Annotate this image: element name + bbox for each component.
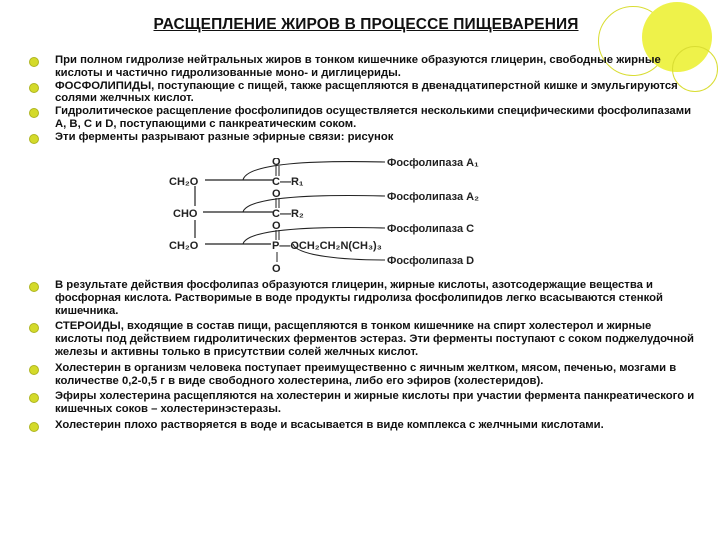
o-symbol-2: O [272, 188, 281, 200]
label-a1: Фосфолипаза A₁ [387, 158, 479, 169]
o-symbol-4: O [272, 263, 281, 274]
bullet-icon [29, 323, 39, 333]
row1-right-text: C—R₁ [272, 176, 304, 188]
bullet-icon [29, 365, 39, 375]
list-item: В результате действия фосфолипаз образуются глицерин, жирные кислоты, азотсодержащие вещества и фосфорная кислота. Растворимые в воде продукты гидролиза фосфолипидов легко всасываются стенкой кишечника. [28, 279, 698, 317]
bullet-icon [29, 83, 39, 93]
bullet-icon [29, 282, 39, 292]
bullet-icon [29, 57, 39, 67]
list-item: Эти ферменты разрывают разные эфирные связи: рисунок [28, 131, 698, 144]
row3-left-text: CH₂O [169, 240, 199, 252]
row3-right-text: P—OCH₂CH₂N(CH₃)₃ [272, 240, 382, 252]
row2-left-text: CHO [173, 208, 198, 220]
bullet-icon [29, 393, 39, 403]
phospholipase-diagram [155, 158, 515, 274]
label-a2: Фосфолипаза A₂ [387, 191, 479, 203]
list-item: Холестерин в организм человека поступает преимущественно с яичным желтком, мясом, печенью, мозгами в количестве 0,2-0,5 г в виде свободного холестерина, либо его эфиров (холестеридов). [28, 362, 698, 388]
list-item: Эфиры холестерина расщепляются на холестерин и жирные кислоты при участии фермента панкреатического и кишечных соков – холестеринэстеразы. [28, 390, 698, 416]
list-item: ФОСФОЛИПИДЫ, поступающие с пищей, также расщепляются в двенадцатиперстной кишке и эмульгируются солями желчных кислот. [28, 80, 698, 106]
bullet-list-bottom [28, 279, 698, 435]
list-item: СТЕРОИДЫ, входящие в состав пищи, расщепляются в тонком кишечнике на спирт холестерол и жирные кислоты под действием гидролитических ферментов эстераз. Эти ферменты поступают с соком поджелудочной железы и активны только в присутствии солей желчных кислот. [28, 320, 698, 358]
list-item: Холестерин плохо растворяется в воде и всасывается в виде комплекса с желчными кислотами. [28, 419, 698, 432]
bullet-icon [29, 422, 39, 432]
bullet-list-top [28, 54, 698, 144]
list-item: При полном гидролизе нейтральных жиров в тонком кишечнике образуются глицерин, свободные жирные кислоты и частично гидролизованные моно- и диглицериды. [28, 54, 698, 80]
bullet-icon [29, 108, 39, 118]
o-symbol-1: O [272, 158, 281, 168]
row2-right-text: C—R₂ [272, 208, 304, 220]
label-d: Фосфолипаза D [387, 255, 475, 267]
list-item: Гидролитическое расщепление фосфолипидов осуществляется несколькими специфическими фосфолипазами А, В, С и D, поступающими с панкреатическим соком. [28, 105, 698, 131]
arrow-a1 [243, 162, 385, 180]
bullet-icon [29, 134, 39, 144]
arrow-a2 [243, 196, 385, 212]
label-c: Фосфолипаза C [387, 223, 475, 235]
page-title: РАСЩЕПЛЕНИЕ ЖИРОВ В ПРОЦЕССЕ ПИЩЕВАРЕНИЯ [153, 16, 579, 33]
o-symbol-3: O [272, 220, 281, 232]
row1-left-text: CH₂O [169, 176, 199, 188]
